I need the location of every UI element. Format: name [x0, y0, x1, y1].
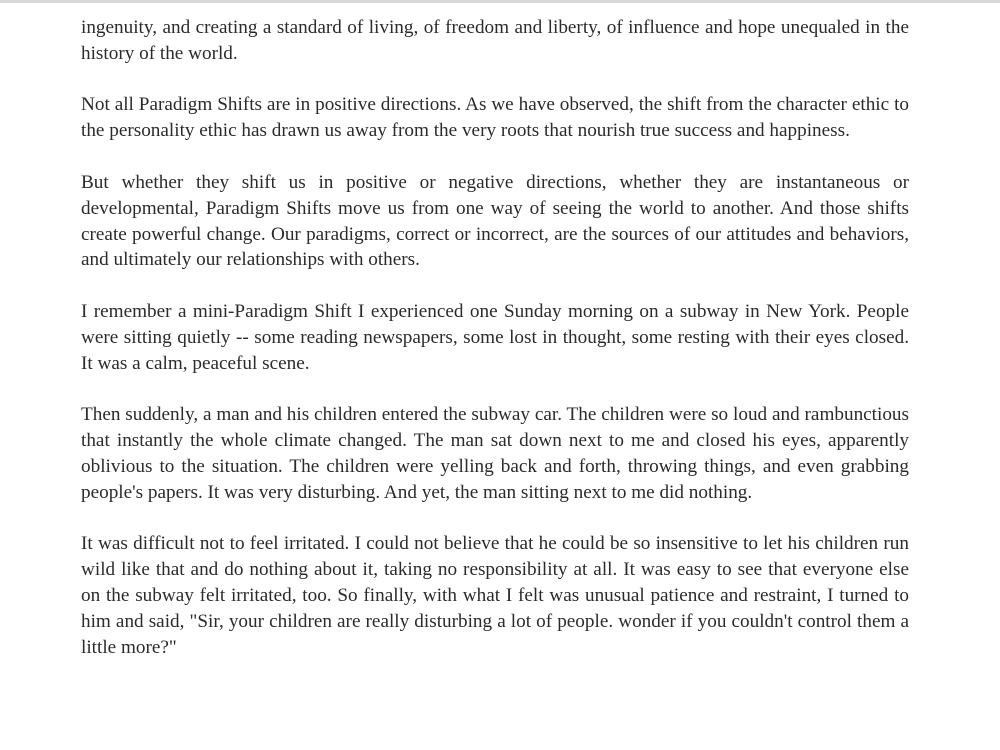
- paragraph: Then suddenly, a man and his children entered the subway car. The children were so loud and rambunctious that instantly the whole climate changed. The man sat down next to me and closed his eyes, apparently oblivious to the situation. The children were yelling back and forth, throwing things, and even grabbing people's papers. It was very disturbing. And yet, the man sitting next to me did nothing.: [81, 404, 909, 503]
- paragraph: I remember a mini-Paradigm Shift I experienced one Sunday morning on a subway in New York. People were sitting quietly -- some reading newspapers, some lost in thought, some resting with their eyes closed. It was a calm, peaceful scene.: [81, 301, 909, 374]
- paragraph: But whether they shift us in positive or negative directions, whether they are instantaneous or developmental, Paradigm Shifts move us from one way of seeing the world to another. And those shifts create powerful change. Our paradigms, correct or incorrect, are the sources of our attitudes and behaviors, and ultimately our relationships with others.: [81, 171, 909, 271]
- paragraph: It was difficult not to feel irritated. I could not believe that he could be so insensitive to let his children run wild like that and do nothing about it, taking no responsibility at all. It was easy to see that everyone else on the subway felt irritated, too. So finally, with what I felt was unusual patience and restraint, I turned to him and said, "Sir, your children are really disturbing a lot of people. wonder if you couldn't control them a little more?": [81, 533, 909, 658]
- document-page: [81, 15, 909, 660]
- page-top-edge: [0, 0, 1000, 3]
- paragraph: Not all Paradigm Shifts are in positive directions. As we have observed, the shift from the character ethic to the personality ethic has drawn us away from the very roots that nourish true success and happiness.: [81, 94, 909, 142]
- paragraph: ingenuity, and creating a standard of living, of freedom and liberty, of influence and hope unequaled in the history of the world.: [81, 17, 909, 64]
